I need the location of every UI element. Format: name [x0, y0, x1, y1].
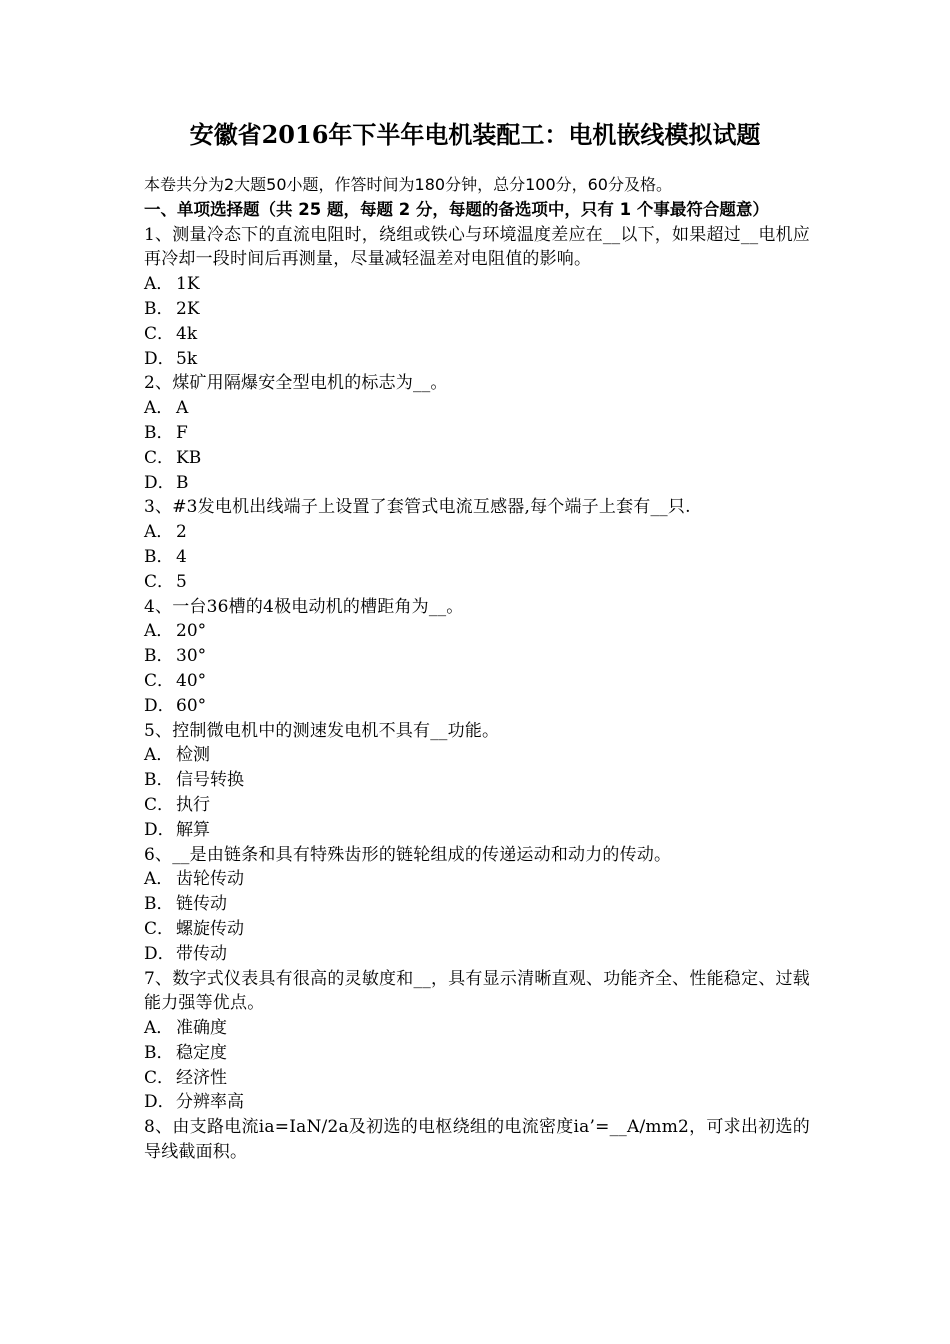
option-c — [144, 793, 810, 818]
question-8 — [144, 1115, 810, 1165]
option-label: A． — [144, 621, 174, 642]
option-d — [144, 471, 810, 496]
question-text: 2、煤矿用隔爆安全型电机的标志为__。 — [144, 373, 448, 394]
option-label: C． — [144, 1067, 175, 1088]
document-title: 安徽省2016年下半年电机装配工：电机嵌线模拟试题 — [189, 120, 761, 149]
option-label: B． — [144, 546, 174, 567]
option-a — [144, 520, 810, 545]
option-label: A． — [144, 745, 174, 766]
option-b — [144, 892, 810, 917]
option-text: 执行 — [176, 794, 210, 815]
option-text: 链传动 — [176, 894, 227, 915]
option-text: 检测 — [176, 745, 210, 766]
option-label: C． — [144, 794, 175, 815]
option-label: C． — [144, 918, 175, 939]
option-text: 带传动 — [176, 943, 227, 964]
option-b — [144, 545, 810, 570]
question-3 — [144, 495, 810, 594]
option-text: 1K — [176, 274, 200, 295]
option-a — [144, 396, 810, 421]
exam-intro: 本卷共分为2大题50小题，作答时间为180分钟，总分100分，60分及格。 — [144, 175, 672, 194]
option-b — [144, 297, 810, 322]
question-1 — [144, 223, 810, 372]
option-text: 40° — [176, 670, 207, 691]
question-7 — [144, 967, 810, 1116]
option-label: C． — [144, 447, 175, 468]
option-b — [144, 768, 810, 793]
option-a — [144, 1016, 810, 1041]
question-text: 4、一台36槽的4极电动机的槽距角为__。 — [144, 596, 464, 617]
option-a — [144, 272, 810, 297]
option-text: 5k — [176, 348, 198, 369]
option-label: B． — [144, 1042, 174, 1063]
option-c — [144, 570, 810, 595]
option-text: 齿轮传动 — [176, 869, 244, 890]
question-4 — [144, 595, 810, 719]
option-label: A． — [144, 869, 174, 890]
option-text: 30° — [176, 646, 207, 667]
option-label: D． — [144, 695, 175, 716]
option-c — [144, 446, 810, 471]
option-text: 5 — [176, 571, 187, 592]
option-c — [144, 322, 810, 347]
option-d — [144, 347, 810, 372]
option-d — [144, 818, 810, 843]
option-label: A． — [144, 522, 174, 543]
option-label: D． — [144, 472, 175, 493]
option-b — [144, 421, 810, 446]
option-d — [144, 942, 810, 967]
option-text: 分辨率高 — [176, 1092, 244, 1113]
option-label: D． — [144, 348, 175, 369]
option-label: A． — [144, 274, 174, 295]
option-label: B． — [144, 298, 174, 319]
option-label: D． — [144, 819, 175, 840]
option-text: F — [176, 422, 188, 443]
option-label: B． — [144, 646, 174, 667]
option-c — [144, 1066, 810, 1091]
option-label: B． — [144, 894, 174, 915]
option-label: C． — [144, 571, 175, 592]
question-text: 8、由支路电流ia=IaN/2a及初选的电枢绕组的电流密度ia’=__A/mm2，可求出初选的导线截面积。 — [144, 1117, 810, 1163]
question-text: 1、测量冷态下的直流电阻时，绕组或铁心与环境温度差应在__以下，如果超过__电机应再冷却一段时间后再测量，尽量减轻温差对电阻值的影响。 — [144, 224, 810, 270]
option-text: 2 — [176, 522, 187, 543]
option-label: B． — [144, 770, 174, 791]
option-text: 经济性 — [176, 1067, 227, 1088]
question-text: 7、数字式仪表具有很高的灵敏度和__，具有显示清晰直观、功能齐全、性能稳定、过载能力强等优点。 — [144, 968, 810, 1014]
option-text: 信号转换 — [176, 770, 244, 791]
option-a — [144, 743, 810, 768]
option-label: D． — [144, 943, 175, 964]
question-list — [144, 223, 810, 1165]
option-label: C． — [144, 670, 175, 691]
option-text: 4 — [176, 546, 187, 567]
option-label: A． — [144, 398, 174, 419]
option-d — [144, 1090, 810, 1115]
option-label: B． — [144, 422, 174, 443]
question-5 — [144, 719, 810, 843]
option-b — [144, 644, 810, 669]
option-text: 稳定度 — [176, 1042, 227, 1063]
question-2 — [144, 371, 810, 495]
option-label: C． — [144, 323, 175, 344]
option-c — [144, 917, 810, 942]
option-text: 2K — [176, 298, 200, 319]
section-heading: 一、单项选择题（共 25 题，每题 2 分，每题的备选项中，只有 1 个事最符合题意） — [144, 199, 769, 219]
option-text: 20° — [176, 621, 207, 642]
option-d — [144, 694, 810, 719]
option-label: A． — [144, 1018, 174, 1039]
question-text: 5、控制微电机中的测速发电机不具有__功能。 — [144, 720, 500, 741]
option-b — [144, 1041, 810, 1066]
option-text: 60° — [176, 695, 207, 716]
option-label: D． — [144, 1092, 175, 1113]
option-text: B — [176, 472, 189, 493]
option-a — [144, 867, 810, 892]
question-6 — [144, 843, 810, 967]
question-text: 6、__是由链条和具有特殊齿形的链轮组成的传递运动和动力的传动。 — [144, 844, 672, 865]
document-content — [144, 173, 810, 1165]
question-text: 3、#3发电机出线端子上设置了套管式电流互感器,每个端子上套有__只. — [144, 497, 691, 518]
option-text: 4k — [176, 323, 198, 344]
option-text: KB — [176, 447, 202, 468]
option-text: A — [176, 398, 189, 419]
option-text: 螺旋传动 — [176, 918, 244, 939]
option-text: 准确度 — [176, 1018, 227, 1039]
option-text: 解算 — [176, 819, 210, 840]
option-a — [144, 619, 810, 644]
option-c — [144, 669, 810, 694]
